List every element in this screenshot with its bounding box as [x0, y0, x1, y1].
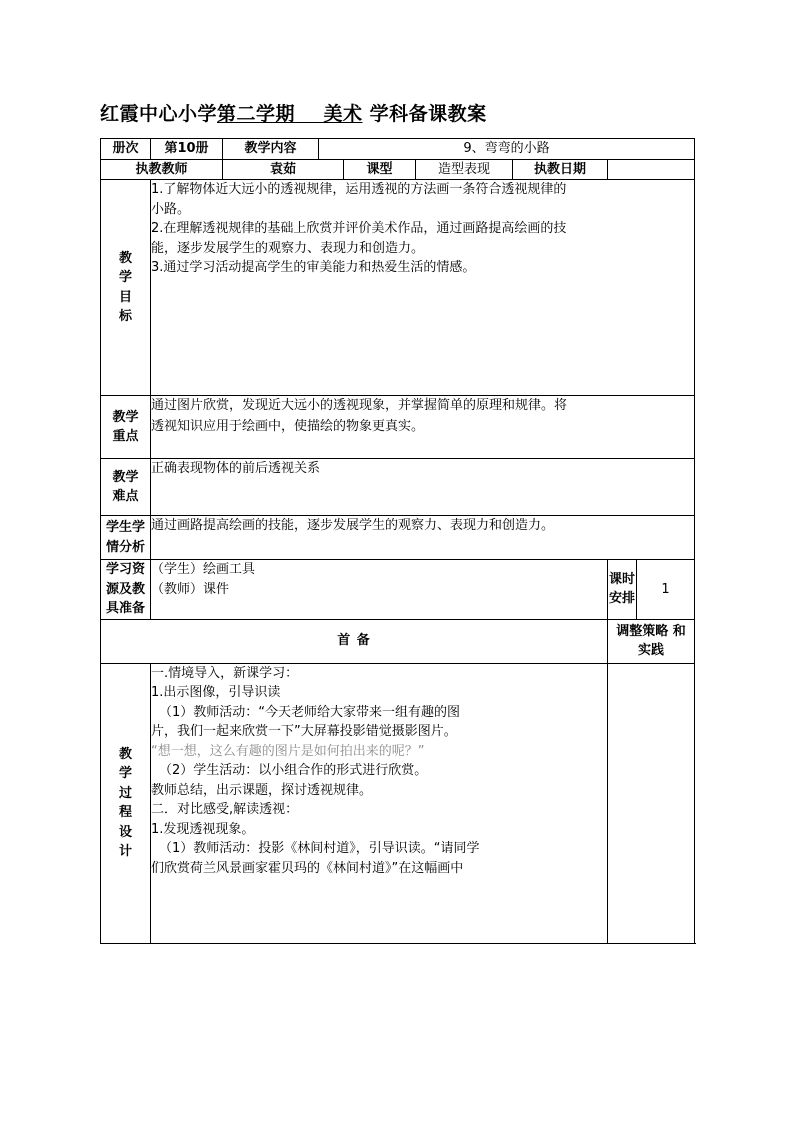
adjust-label-line1: 调整策略 和: [616, 623, 686, 639]
period-value-cell[interactable]: 1: [637, 560, 695, 620]
key-point-line: 通过图片欣赏，发现近大远小的透视现象，并掌握简单的原理和规律。将: [151, 398, 568, 413]
objective-line: 3.通过学习活动提高学生的审美能力和热爱生活的情感。: [151, 260, 476, 275]
table-row-difficulty: [101, 459, 695, 516]
table-row-objectives: [101, 180, 695, 396]
objective-line: 小路。: [151, 201, 191, 217]
process-label-char-2: 过: [118, 785, 132, 801]
lesson-type-value-cell[interactable]: 造型表现: [416, 159, 513, 180]
process-label-char-0: 教: [118, 746, 132, 762]
student-analysis-label-line1: 学生学: [105, 520, 145, 535]
student-analysis-label-cell: [101, 516, 151, 560]
adjust-strategy-body-cell[interactable]: [608, 663, 695, 943]
lesson-plan-table: [100, 138, 695, 944]
process-line: 们欣赏荷兰风景画家霍贝玛的《林间村道》”在这幅画中: [151, 860, 464, 876]
objectives-label-char-2: 目: [118, 289, 132, 305]
key-point-label-line1: 教学: [112, 409, 139, 425]
period-label-line1: 课时: [608, 571, 635, 587]
table-row-resources: [101, 560, 695, 620]
process-label-char-3: 程: [118, 805, 132, 820]
process-line: （1）教师活动：投影《林间村道》，引导识读。“请同学: [159, 841, 480, 856]
resources-body-cell[interactable]: [151, 560, 608, 620]
title-gap: [295, 103, 323, 125]
lesson-type-label-cell: 课型: [344, 159, 416, 180]
content-value-cell[interactable]: 9、弯弯的小路: [319, 139, 695, 160]
resources-label-line1: 学习资: [105, 562, 145, 577]
process-label-char-5: 计: [118, 844, 132, 859]
resources-label-line2: 源及教: [105, 581, 145, 597]
section-header-right-cell: [608, 619, 695, 663]
key-point-label-cell: [101, 396, 151, 459]
objectives-label-char-3: 标: [118, 309, 132, 324]
process-line: （1）教师活动：“今天老师给大家带来一组有趣的图: [159, 704, 461, 720]
key-point-body-cell[interactable]: [151, 396, 695, 459]
process-line: （2）学生活动：以小组合作的形式进行欣赏。: [159, 763, 428, 778]
title-prefix: 红霞中心小学: [100, 103, 218, 125]
table-row-process: [101, 663, 695, 943]
date-value-cell[interactable]: [608, 159, 695, 180]
resource-line: （教师）课件: [151, 581, 230, 597]
process-line: 二．对比感受,解读透视：: [151, 802, 299, 817]
difficulty-line: 正确表现物体的前后透视关系: [151, 461, 321, 476]
process-line: “想一想，这么有趣的图片是如何拍出来的呢？”: [151, 743, 425, 759]
table-row-volume: [101, 139, 695, 160]
period-label-line2: 安排: [608, 591, 635, 607]
volume-value-cell[interactable]: 第10册: [151, 139, 223, 160]
table-row-section-header: [101, 619, 695, 663]
section-header-main-cell: 首 备: [101, 619, 608, 663]
student-analysis-line: 通过画路提高绘画的技能，逐步发展学生的观察力、表现力和创造力。: [151, 518, 555, 533]
key-point-line: 透视知识应用于绘画中，使描绘的物象更真实。: [151, 418, 425, 434]
objectives-label-char-1: 学: [118, 270, 132, 285]
difficulty-label-line2: 难点: [112, 489, 139, 504]
process-line: 1.发现透视现象。: [151, 821, 255, 837]
date-label-cell: 执教日期: [513, 159, 608, 180]
student-analysis-label-line2: 情分析: [105, 539, 145, 555]
table-row-student-analysis: [101, 516, 695, 560]
content-label-cell: 教学内容: [223, 139, 319, 160]
title-term: 第二学期: [217, 103, 296, 125]
objectives-label-cell: [101, 180, 151, 396]
resources-label-line3: 具准备: [105, 601, 145, 616]
process-line: 1.出示图像，引导识读: [151, 685, 281, 700]
difficulty-body-cell[interactable]: [151, 459, 695, 516]
process-body-cell[interactable]: [151, 663, 608, 943]
table-row-key-point: [101, 396, 695, 459]
teacher-label-cell: 执教教师: [101, 159, 223, 180]
objectives-label-char-0: 教: [118, 250, 132, 266]
difficulty-label-cell: [101, 459, 151, 516]
adjust-label-line2: 实践: [637, 643, 664, 658]
objective-line: 2.在理解透视规律的基础上欣赏并评价美术作品，通过画路提高绘画的技: [151, 221, 567, 236]
objective-line: 能，逐步发展学生的观察力、表现力和创造力。: [151, 240, 425, 256]
process-line: 教师总结，出示课题，探讨透视规律。: [151, 782, 373, 798]
page-title: [100, 101, 694, 127]
title-suffix: 学科备课教案: [362, 103, 487, 125]
objectives-body-cell[interactable]: [151, 180, 695, 396]
process-line: 片，我们一起来欣赏一下”大屏幕投影错觉摄影图片。: [151, 724, 457, 739]
process-label-char-4: 设: [118, 824, 132, 840]
student-analysis-body-cell[interactable]: [151, 516, 695, 560]
title-subject: 美术: [323, 103, 363, 125]
teacher-value-cell[interactable]: 袁茹: [223, 159, 344, 180]
difficulty-label-line1: 教学: [112, 469, 139, 485]
volume-label-cell: 册次: [101, 139, 151, 160]
process-line: 一.情境导入，新课学习：: [151, 665, 299, 681]
resource-line: （学生）绘画工具: [151, 562, 256, 577]
process-label-char-1: 学: [118, 766, 132, 781]
period-label-cell: [608, 560, 637, 620]
key-point-label-line2: 重点: [112, 429, 139, 444]
table-row-teacher: [101, 159, 695, 180]
resources-label-cell: [101, 560, 151, 620]
objective-line: 1.了解物体近大远小的透视规律，运用透视的方法画一条符合透视规律的: [151, 182, 567, 197]
process-label-cell: [101, 663, 151, 943]
